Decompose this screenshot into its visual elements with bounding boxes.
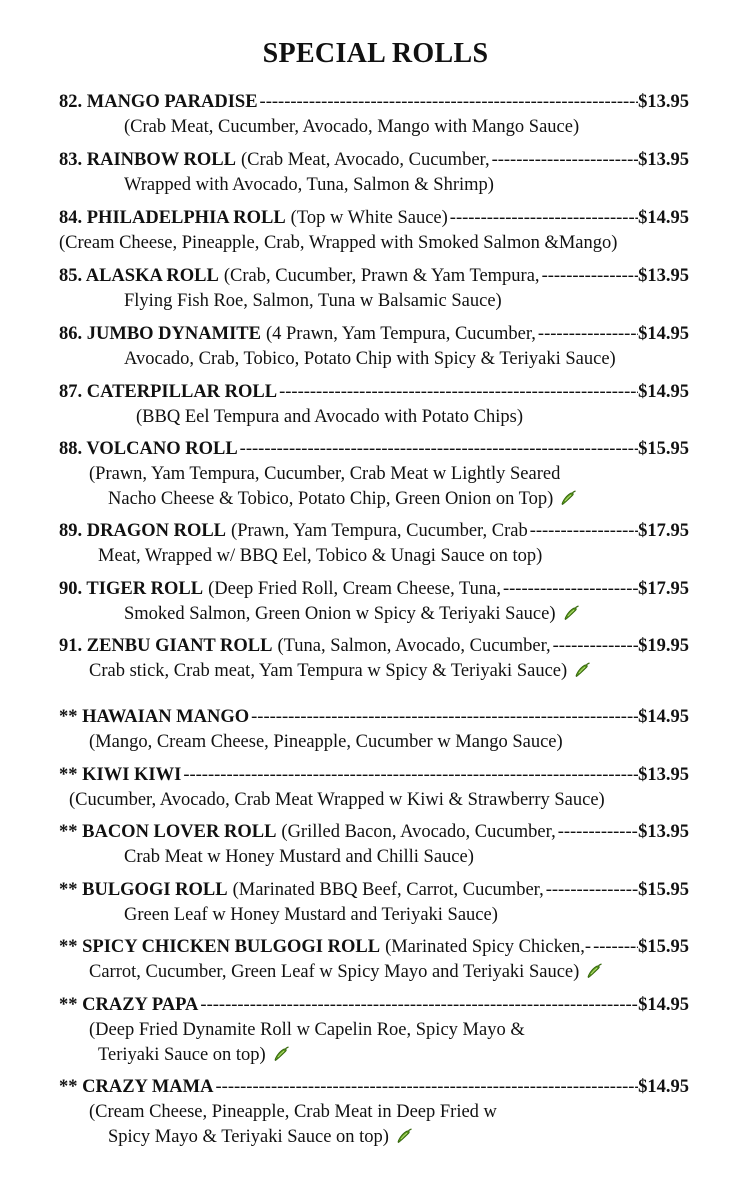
item-description-line (89, 462, 560, 486)
item-description-text: Wrapped with Avocado, Tuna, Salmon & Shrimp) (124, 175, 494, 195)
item-price: $15.95 (638, 439, 689, 459)
item-price: $17.95 (638, 579, 689, 599)
item-name (59, 577, 203, 601)
jalapeno-pepper-icon (562, 604, 580, 622)
item-title: KIWI KIWI (82, 765, 182, 785)
item-description-line (89, 1018, 525, 1042)
item-name (59, 1075, 214, 1099)
item-description-start: (Prawn, Yam Tempura, Cucumber, Crab (231, 521, 528, 541)
item-description-line (124, 347, 616, 371)
item-description-start: (4 Prawn, Yam Tempura, Cucumber, (265, 324, 536, 344)
menu-item-heading (59, 1075, 689, 1099)
dotted-leader (490, 148, 639, 172)
item-description-line (124, 845, 474, 869)
item-description-start: (Tuna, Salmon, Avocado, Cucumber, (277, 636, 551, 656)
item-description-start: (Crab, Cucumber, Prawn & Yam Tempura, (223, 266, 540, 286)
item-price: $13.95 (638, 92, 689, 112)
item-number: 88. (59, 439, 83, 459)
menu-item-heading (59, 993, 689, 1017)
item-title: VOLCANO ROLL (86, 439, 238, 459)
item-description-line (69, 788, 605, 812)
menu-item-heading (59, 634, 689, 658)
item-price: $19.95 (638, 636, 689, 656)
item-number: 87. (59, 382, 83, 402)
item-description-line (89, 659, 591, 683)
item-description-text: Flying Fish Roe, Salmon, Tuna w Balsamic Sauce) (124, 291, 502, 311)
item-description-text: (Cream Cheese, Pineapple, Crab, Wrapped with Smoked Salmon &Mango) (59, 233, 618, 253)
dotted-leader (448, 206, 638, 230)
item-description-text: (Crab Meat, Cucumber, Avocado, Mango with Mango Sauce) (124, 117, 580, 137)
jalapeno-pepper-icon (395, 1127, 413, 1145)
item-number: 82. (59, 92, 83, 112)
item-description-text: (Deep Fried Dynamite Roll w Capelin Roe, Spicy Mayo & (89, 1020, 525, 1040)
page-title: SPECIAL ROLLS (262, 38, 489, 69)
item-description-text: Meat, Wrapped w/ BBQ Eel, Tobico & Unagi Sauce on top) (98, 546, 543, 566)
jalapeno-pepper-icon (559, 489, 577, 507)
dotted-leader (214, 1075, 639, 1099)
item-name (59, 380, 277, 404)
menu-item-heading (59, 705, 689, 729)
item-name (59, 935, 380, 959)
menu-item-heading (59, 206, 689, 230)
dotted-leader (540, 264, 639, 288)
dotted-leader (544, 878, 638, 902)
item-name (59, 519, 226, 543)
item-number: ** (59, 995, 78, 1015)
item-number: 85. (59, 266, 83, 286)
item-price: $13.95 (638, 266, 689, 286)
item-description-line (124, 115, 579, 139)
item-name (59, 322, 261, 346)
item-price: $15.95 (638, 880, 689, 900)
item-description-start: (Grilled Bacon, Avocado, Cucumber, (281, 822, 556, 842)
menu-item-heading (59, 264, 689, 288)
item-number: ** (59, 707, 78, 727)
item-description-text: (Cucumber, Avocado, Crab Meat Wrapped w Kiwi & Strawberry Sauce) (69, 790, 605, 810)
menu-item-heading (59, 878, 689, 902)
item-description-text: Avocado, Crab, Tobico, Potato Chip with Spicy & Teriyaki Sauce) (124, 349, 616, 369)
item-name (59, 206, 286, 230)
dotted-leader (556, 820, 638, 844)
menu-item-heading (59, 577, 689, 601)
item-name (59, 437, 238, 461)
dotted-leader (591, 935, 638, 959)
item-name (59, 90, 258, 114)
item-name (59, 763, 181, 787)
item-description-start: (Deep Fried Roll, Cream Cheese, Tuna, (208, 579, 501, 599)
item-description-line (89, 960, 603, 984)
item-number: 86. (59, 324, 83, 344)
dotted-leader (238, 437, 638, 461)
item-title: BULGOGI ROLL (82, 880, 228, 900)
item-price: $14.95 (638, 324, 689, 344)
item-description-text: Smoked Salmon, Green Onion w Spicy & Teriyaki Sauce) (124, 604, 556, 624)
item-price: $14.95 (638, 707, 689, 727)
item-description-start: (Crab Meat, Avocado, Cucumber, (240, 150, 490, 170)
item-title: SPICY CHICKEN BULGOGI ROLL (82, 937, 381, 957)
item-price: $13.95 (638, 150, 689, 170)
item-description-line (124, 289, 502, 313)
item-price: $14.95 (638, 208, 689, 228)
item-price: $13.95 (638, 822, 689, 842)
item-title: HAWAIAN MANGO (82, 707, 250, 727)
item-price: $14.95 (638, 382, 689, 402)
item-description-line (59, 231, 617, 255)
item-number: ** (59, 765, 78, 785)
dotted-leader (249, 705, 638, 729)
item-title: MANGO PARADISE (86, 92, 258, 112)
item-title: RAINBOW ROLL (86, 150, 236, 170)
item-description-line (98, 544, 542, 568)
dotted-leader (181, 763, 638, 787)
jalapeno-pepper-icon (585, 962, 603, 980)
item-description-text: (Prawn, Yam Tempura, Cucumber, Crab Meat w Lightly Seared (89, 464, 561, 484)
item-number: ** (59, 1077, 78, 1097)
item-price: $14.95 (638, 995, 689, 1015)
dotted-leader (277, 380, 638, 404)
item-name (59, 878, 228, 902)
item-number: 91. (59, 636, 83, 656)
item-description-line (124, 173, 494, 197)
item-description-text: Carrot, Cucumber, Green Leaf w Spicy Mayo and Teriyaki Sauce) (89, 962, 580, 982)
item-title: CRAZY MAMA (82, 1077, 214, 1097)
item-description-text: Spicy Mayo & Teriyaki Sauce on top) (108, 1127, 389, 1147)
item-description-text: (BBQ Eel Tempura and Avocado with Potato Chips) (136, 407, 523, 427)
item-number: 89. (59, 521, 83, 541)
item-description-text: (Mango, Cream Cheese, Pineapple, Cucumber w Mango Sauce) (89, 732, 563, 752)
item-description-text: Nacho Cheese & Tobico, Potato Chip, Green Onion on Top) (108, 489, 554, 509)
item-description-line (108, 1125, 413, 1149)
item-description-start: (Top w White Sauce) (290, 208, 448, 228)
item-price: $15.95 (638, 937, 689, 957)
item-name (59, 264, 219, 288)
item-description-line (108, 487, 577, 511)
dotted-leader (528, 519, 638, 543)
item-title: ALASKA ROLL (85, 266, 219, 286)
item-number: 84. (59, 208, 83, 228)
item-description-line (136, 405, 523, 429)
item-title: BACON LOVER ROLL (82, 822, 277, 842)
item-description-text: Crab stick, Crab meat, Yam Tempura w Spicy & Teriyaki Sauce) (89, 661, 568, 681)
menu-item-heading (59, 380, 689, 404)
item-description-text: Teriyaki Sauce on top) (98, 1045, 266, 1065)
item-name (59, 148, 236, 172)
dotted-leader (551, 634, 639, 658)
item-price: $14.95 (638, 1077, 689, 1097)
item-description-text: Crab Meat w Honey Mustard and Chilli Sauce) (124, 847, 474, 867)
item-description-line (124, 903, 498, 927)
menu-item-heading (59, 935, 689, 959)
item-description-text: Green Leaf w Honey Mustard and Teriyaki Sauce) (124, 905, 498, 925)
dotted-leader (258, 90, 639, 114)
item-name (59, 705, 249, 729)
item-description-start: (Marinated BBQ Beef, Carrot, Cucumber, (232, 880, 544, 900)
item-title: DRAGON ROLL (86, 521, 227, 541)
item-description-text: (Cream Cheese, Pineapple, Crab Meat in Deep Fried w (89, 1102, 497, 1122)
menu-item-heading (59, 519, 689, 543)
item-number: 90. (59, 579, 83, 599)
item-price: $13.95 (638, 765, 689, 785)
menu-item-heading (59, 90, 689, 114)
item-number: 83. (59, 150, 83, 170)
menu-item-heading (59, 148, 689, 172)
menu-item-heading (59, 820, 689, 844)
item-title: TIGER ROLL (86, 579, 204, 599)
item-title: PHILADELPHIA ROLL (86, 208, 286, 228)
menu-item-heading (59, 322, 689, 346)
item-description-line (89, 730, 563, 754)
item-price: $17.95 (638, 521, 689, 541)
item-description-line (98, 1043, 290, 1067)
item-number: ** (59, 937, 78, 957)
item-name (59, 993, 198, 1017)
dotted-leader (501, 577, 638, 601)
item-title: ZENBU GIANT ROLL (86, 636, 273, 656)
menu-item-heading (59, 437, 689, 461)
dotted-leader (198, 993, 638, 1017)
item-name (59, 820, 276, 844)
item-title: JUMBO DYNAMITE (86, 324, 261, 344)
item-title: CATERPILLAR ROLL (86, 382, 278, 402)
item-number: ** (59, 822, 78, 842)
item-description-line (124, 602, 580, 626)
item-number: ** (59, 880, 78, 900)
item-description-start: (Marinated Spicy Chicken,- (385, 937, 592, 957)
item-title: CRAZY PAPA (82, 995, 199, 1015)
dotted-leader (536, 322, 638, 346)
jalapeno-pepper-icon (573, 661, 591, 679)
menu-item-heading (59, 763, 689, 787)
jalapeno-pepper-icon (272, 1045, 290, 1063)
item-description-line (89, 1100, 497, 1124)
item-name (59, 634, 272, 658)
